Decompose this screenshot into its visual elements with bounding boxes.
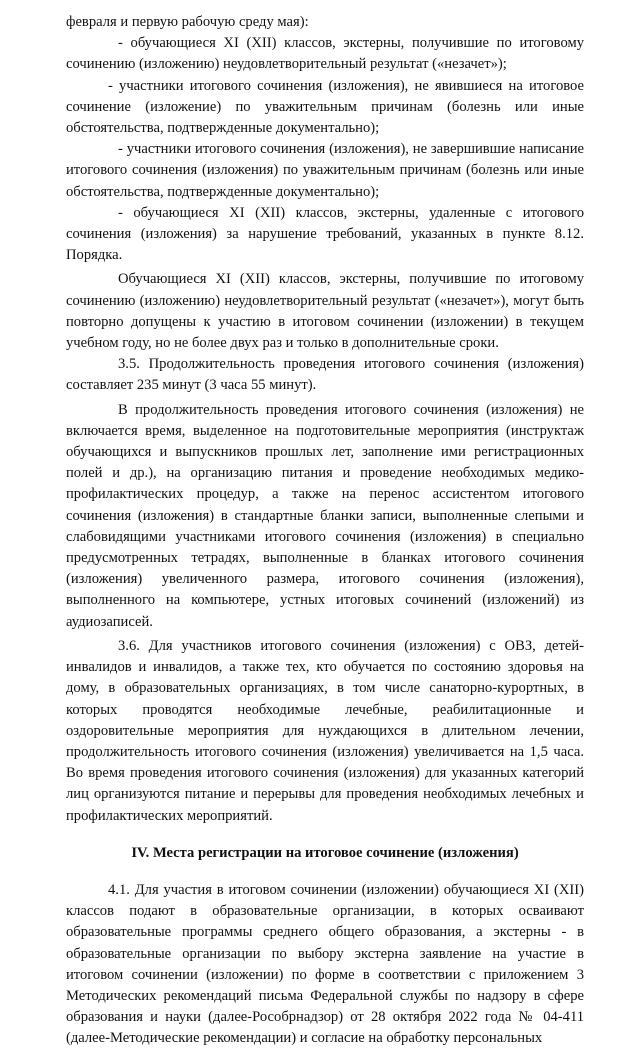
- paragraph-duration-exclusions: В продолжительность проведения итогового сочинения (изложения) не включается время, выделенное на подготовительные мероприятия (инструктаж обучающихся и выпускников прошлых лет, заполнение ими регистрационных полей и др.), на организацию питания и проведение необходимых медико-профилактических процедур, а также на перенос ассистентом итогового сочинения (изложения) в стандартные бланки записи, выполненные слепыми и слабовидящими участниками итогового сочинения (изложения) в специально предусмотренных тетрадях, выполненные в бланках итогового сочинения (изложения) увеличенного размера, итогового сочинения (изложения), выполненного на компьютере, устных итоговых сочинений (изложений) из аудиозаписей.: [66, 401, 584, 630]
- list-item-unsatisfactory-result: - обучающиеся XI (XII) классов, экстерны, получившие по итоговому сочинению (изложению) неудовлетворительный результат («незачет»);: [66, 35, 584, 73]
- list-item-removed-participants: - обучающиеся XI (XII) классов, экстерны, удаленные с итогового сочинения (изложения) за нарушение требований, указанных в пункте 8.12. Порядка.: [66, 204, 584, 264]
- section-heading-iv: IV. Места регистрации на итоговое сочинение (изложения): [131, 844, 519, 861]
- paragraph-4-1-registration: 4.1. Для участия в итоговом сочинении (изложении) обучающиеся XI (XII) классов подают в образовательные организации, в которых осваивают образовательные программы среднего общего образования, а экстерны - в образовательные организации по выбору экстерна заявление на участие в итоговом сочинении (изложении) по форме в соответствии с приложением 3 Методических рекомендаций письма Федеральной службы по надзору в сфере образования и науки (далее-Рособрнадзор) от 28 октября 2022 года № 04-411 (далее-Методические рекомендации) и согласие на обработку персональных: [66, 881, 584, 1047]
- paragraph-continuation: февраля и первую рабочую среду мая):: [66, 14, 309, 30]
- paragraph-3-5-duration: 3.5. Продолжительность проведения итогового сочинения (изложения) составляет 235 минут (3 часа 55 минут).: [66, 356, 584, 394]
- list-item-absent-participants: - участники итогового сочинения (изложения), не явившиеся на итоговое сочинение (изложение) по уважительным причинам (болезнь или иные обстоятельства, подтвержденные документально);: [66, 77, 584, 137]
- list-item-unfinished-participants: - участники итогового сочинения (изложения), не завершившие написание итогового сочинения (изложения) по уважительным причинам (болезнь или иные обстоятельства, подтвержденные документально);: [66, 141, 584, 200]
- paragraph-repeat-admission: Обучающиеся XI (XII) классов, экстерны, получившие по итоговому сочинению (изложению) неудовлетворительный результат («незачет»), могут быть повторно допущены к участию в итоговом сочинении (изложении) в текущем учебном году, но не более двух раз и только в дополнительные сроки.: [66, 271, 584, 352]
- paragraph-3-6-ovz: 3.6. Для участников итогового сочинения (изложения) с ОВЗ, детей-инвалидов и инвалидов, а также тех, кто обучается по состоянию здоровья на дому, в образовательных организациях, в том числе санаторно-курортных, в которых проводятся необходимые лечебные, реабилитационные и оздоровительные мероприятия для нуждающихся в длительном лечении, продолжительность итогового сочинения (изложения) увеличивается на 1,5 часа. Во время проведения итогового сочинения (изложения) для указанных категорий лиц организуются питание и перерывы для проведения необходимых лечебных и профилактических мероприятий.: [66, 637, 584, 824]
